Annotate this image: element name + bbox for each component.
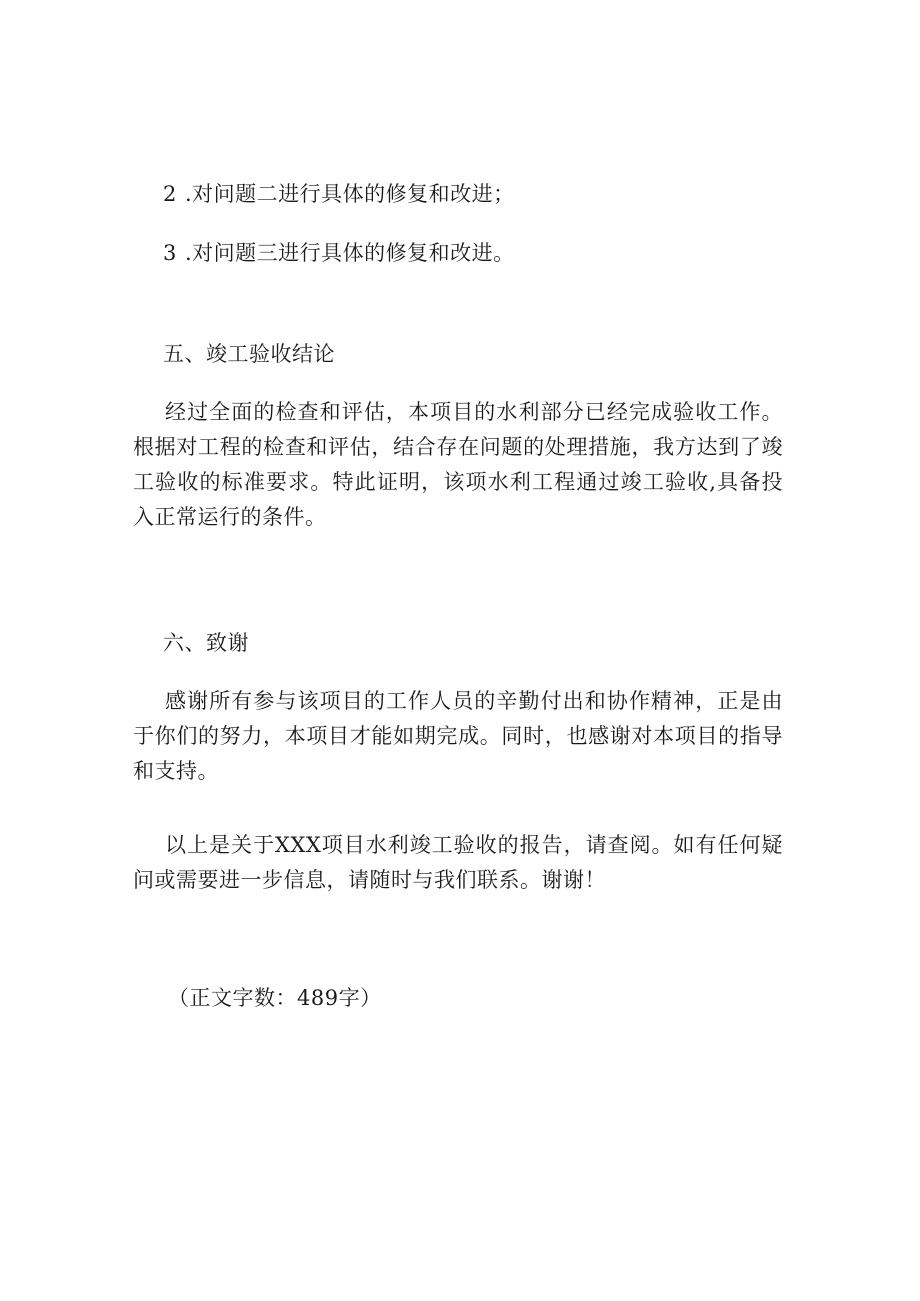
section-heading: 六、致谢 xyxy=(163,631,249,655)
list-item xyxy=(163,238,515,268)
list-item xyxy=(163,179,515,209)
list-item-text: .对问题三进行具体的修复和改进。 xyxy=(185,241,515,265)
section-paragraph: 经过全面的检查和评估，本项目的水利部分已经完成验收工作。根据对工程的检查和评估，结合存在问题的处理措施，我方达到了竣工验收的标准要求。特此证明，该项水利工程通过竣工验收,具备投入正常运行的条件。 xyxy=(133,400,783,529)
closing-paragraph: 以上是关于XXX项目水利竣工验收的报告，请查阅。如有任何疑问或需要进一步信息，请随时与我们联系。谢谢！ xyxy=(133,833,783,892)
section-heading: 五、竣工验收结论 xyxy=(163,342,335,366)
section-paragraph: 感谢所有参与该项目的工作人员的辛勤付出和协作精神，正是由于你们的努力，本项目才能如期完成。同时，也感谢对本项目的指导和支持。 xyxy=(133,689,783,783)
list-item-number: 3 xyxy=(163,241,177,265)
list-item-number: 2 xyxy=(163,182,177,206)
list-item-text: .对问题二进行具体的修复和改进； xyxy=(185,182,515,206)
word-count: （正文字数：489字） xyxy=(168,986,382,1010)
